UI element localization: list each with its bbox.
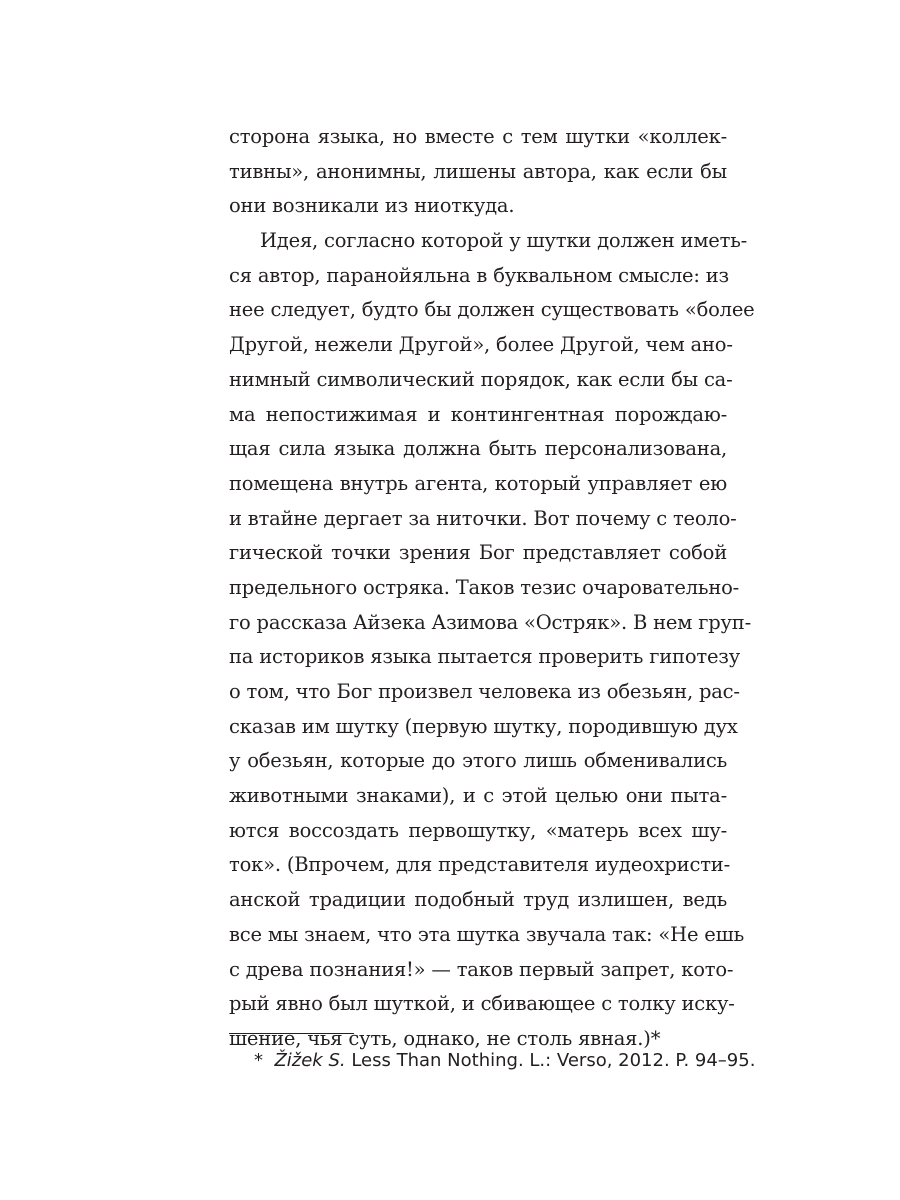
footnote-citation: Less Than Nothing. L.: Verso, 2012. P. 94–95. [351,1050,756,1071]
text-line: животными знаками), и с этой целью они пыта- [229,784,727,808]
text-line: щая сила языка должна быть персонализована, [229,437,727,461]
text-line: о том, что Бог произвел человека из обезьян, рас- [229,680,740,703]
text-line: го рассказа Айзека Азимова «Остряк». В нем груп- [229,610,751,634]
paragraph-1 [229,120,727,224]
text-line: нимный символический порядок, как если бы са- [229,367,733,391]
text-line: шение, чья суть, однако, не столь явная.)* [229,1026,661,1050]
text-line: гической точки зрения Бог представляет собой [229,541,727,565]
text-line: и втайне дергает за ниточки. Вот почему с теоло- [229,506,737,530]
footnote [254,1046,756,1076]
text-line: сказав им шутку (первую шутку, породившую дух [229,714,738,738]
footnote-author: Žižek S. [274,1050,346,1071]
text-line: ся автор, паранойяльна в буквальном смысле: из [229,263,729,287]
text-line: предельного остряка. Таков тезис очаровательно- [229,575,740,599]
text-line: ются воссоздать первошутку, «матерь всех шу- [229,818,727,842]
text-line: помещена внутрь агента, который управляет ею [229,471,727,495]
text-line: нее следует, будто бы должен существовать «более [229,298,755,322]
text-line: ма непостижимая и контингентная порождаю- [229,402,727,426]
text-line: с древа познания!» — таков первый запрет, кото- [229,957,734,981]
text-line: па историков языка пытается проверить гипотезу [229,645,741,669]
text-line: у обезьян, которые до этого лишь обменивались [229,749,727,773]
text-line: тивны», анонимны, лишены автора, как если бы [229,159,727,183]
paragraph-2 [229,224,755,1057]
text-line: рый явно был шуткой, и сбивающее с толку иску- [229,992,735,1016]
text-line: анской традиции подобный труд излишен, ведь [229,888,727,912]
text-line: ток». (Впрочем, для представителя иудеохристи- [229,853,730,877]
text-line: они возникали из ниоткуда. [229,194,515,218]
footnote-marker: * [254,1050,263,1071]
text-line: Другой, нежели Другой», более Другой, чем ано- [229,333,733,357]
footnote-divider [229,1033,354,1034]
text-line: все мы знаем, что эта шутка звучала так: «Не ешь [229,922,744,946]
text-line: сторона языка, но вместе с тем шутки «коллек- [229,125,727,148]
text-line: Идея, согласно которой у шутки должен иметь- [260,229,748,253]
main-text [229,120,755,1057]
